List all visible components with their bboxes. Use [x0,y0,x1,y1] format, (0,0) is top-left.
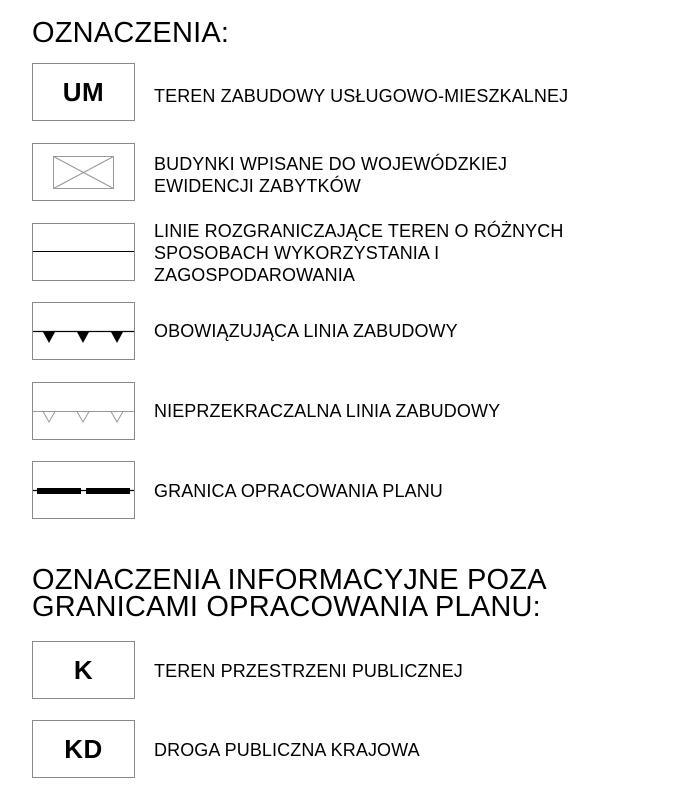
legend-label-heritage-building: BUDYNKI WPISANE DO WOJEWÓDZKIEJ EWIDENCJI ZABYTKÓW [154,154,508,196]
info-symbol-k [32,641,135,699]
plan-boundary-icon [33,462,134,518]
info-title: OZNACZENIA INFORMACYJNE POZA GRANICAMI OPRACOWANIA PLANU: [32,564,547,623]
info-symbol-kd [32,720,135,778]
legend-label-mandatory-building-line: OBOWIĄZUJĄCA LINIA ZABUDOWY [154,321,458,341]
legend-symbol-demarcation-line [32,223,135,281]
hollow-triangles-icon [33,383,134,439]
demarcation-line-icon [33,224,134,280]
legend-title: OZNACZENIA: [32,17,230,49]
legend-symbol-non-exceedable-building-line [32,382,135,440]
legend-label-um: TEREN ZABUDOWY USŁUGOWO-MIESZKALNEJ [154,86,569,106]
legend-symbol-mandatory-building-line [32,302,135,360]
legend-symbol-um [32,63,135,121]
legend-symbol-heritage-building [32,143,135,201]
zone-code-kd: KD [64,733,103,764]
info-label-kd: DROGA PUBLICZNA KRAJOWA [154,740,420,760]
filled-triangles-icon [33,303,134,359]
zone-code-um: UM [62,76,105,107]
legend-symbol-plan-boundary [32,461,135,519]
legend-label-non-exceedable-building-line: NIEPRZEKRACZALNA LINIA ZABUDOWY [154,401,501,421]
legend-label-plan-boundary: GRANICA OPRACOWANIA PLANU [154,481,443,501]
zone-code-k: K [73,654,94,685]
legend-label-demarcation-line: LINIE ROZGRANICZAJĄCE TEREN O RÓŻNYCH SPOSOBACH WYKORZYSTANIA I ZAGOSPODAROWANIA [154,221,564,285]
info-label-k: TEREN PRZESTRZENI PUBLICZNEJ [154,661,463,681]
heritage-building-icon [33,144,134,200]
